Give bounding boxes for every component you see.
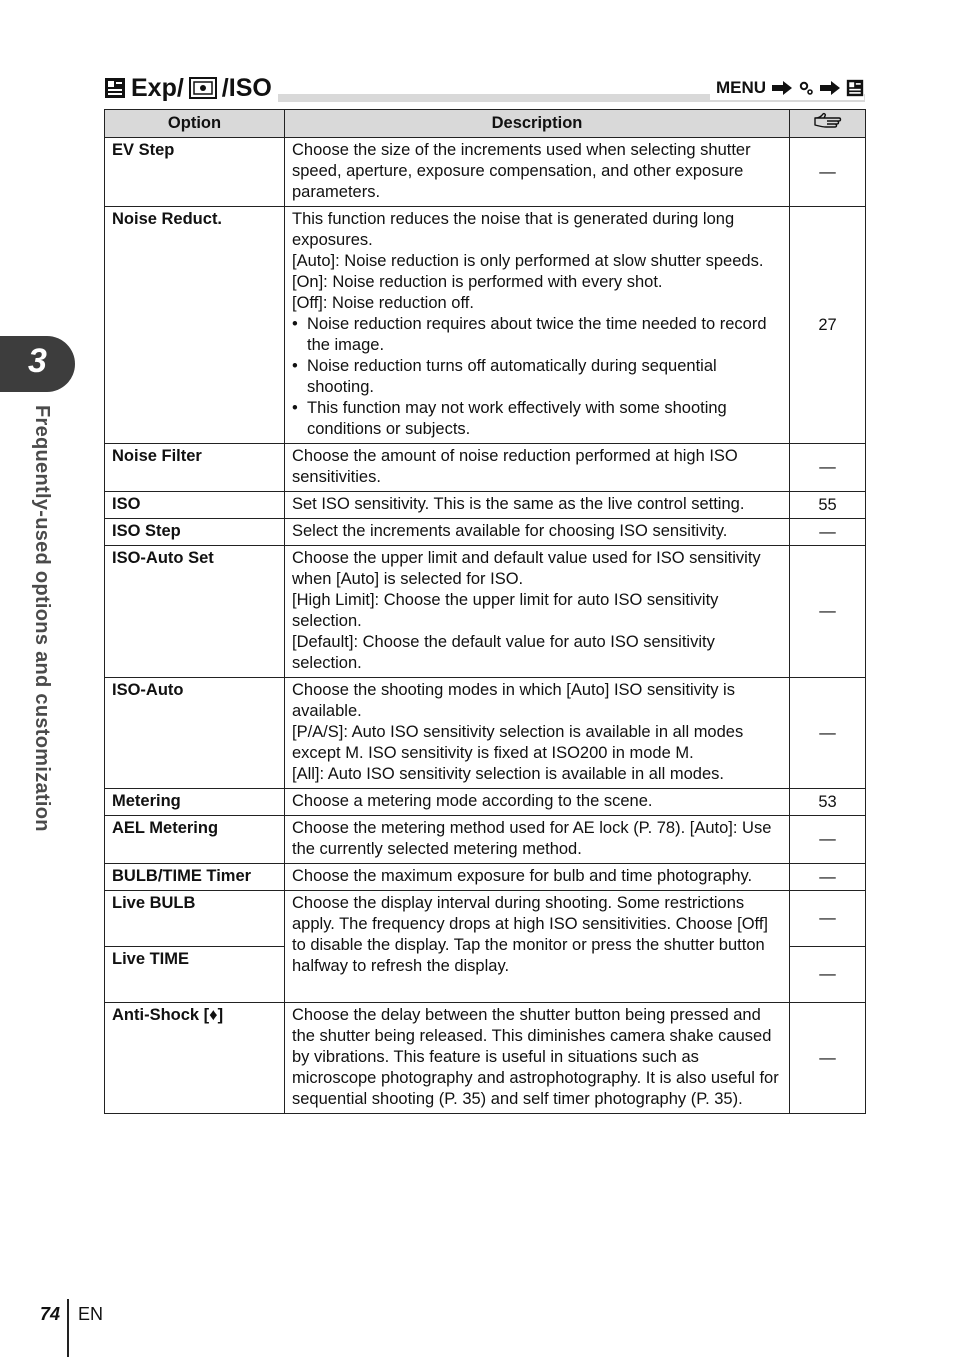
bullet-text: Noise reduction turns off automatically during sequential shooting. bbox=[307, 357, 717, 396]
description-line: Choose the amount of noise reduction performed at high ISO sensitivities. bbox=[292, 447, 738, 486]
gear-icon bbox=[798, 80, 814, 96]
option-name: BULB/TIME Timer bbox=[105, 864, 285, 891]
description-bullet bbox=[292, 314, 782, 356]
description-line: Choose the maximum exposure for bulb and time photography. bbox=[292, 867, 753, 885]
description-line: Choose the delay between the shutter button being pressed and the shutter being released. This diminishes camera shake caused by vibrations. This feature is useful in situations such as microscope photography and astrophotography. It is also useful for sequential shooting (P. 35) and self timer photography (P. 35). bbox=[292, 1006, 779, 1108]
custom-menu-icon bbox=[104, 77, 126, 99]
table-row bbox=[105, 891, 866, 947]
option-name: Metering bbox=[105, 789, 285, 816]
menu-path bbox=[710, 76, 864, 100]
option-name: ISO bbox=[105, 492, 285, 519]
arrow-right-icon bbox=[771, 80, 793, 96]
options-table bbox=[104, 109, 866, 1114]
footer-divider bbox=[67, 1299, 69, 1357]
chapter-title: Frequently-used options and customization bbox=[31, 405, 53, 832]
option-name: Live TIME bbox=[105, 947, 285, 1003]
page-reference: — bbox=[790, 816, 866, 864]
title-exp: Exp/ bbox=[131, 73, 184, 102]
description-line: This function reduces the noise that is generated during long exposures. bbox=[292, 210, 735, 249]
table-row bbox=[105, 678, 866, 789]
page-reference: 55 bbox=[790, 492, 866, 519]
option-name: EV Step bbox=[105, 138, 285, 207]
description-line: Choose the shooting modes in which [Auto] ISO sensitivity is available. bbox=[292, 681, 735, 720]
page-reference: 53 bbox=[790, 789, 866, 816]
description-line: Set ISO sensitivity. This is the same as the live control setting. bbox=[292, 495, 745, 513]
table-row bbox=[105, 789, 866, 816]
bullet-icon: • bbox=[292, 399, 298, 417]
option-description bbox=[285, 864, 790, 891]
table-row bbox=[105, 492, 866, 519]
menu-label: MENU bbox=[715, 78, 766, 97]
option-name: ISO Step bbox=[105, 519, 285, 546]
option-description bbox=[285, 207, 790, 444]
page-number: 74 bbox=[40, 1303, 61, 1324]
page-reference: — bbox=[790, 864, 866, 891]
option-description bbox=[285, 678, 790, 789]
option-name: Live BULB bbox=[105, 891, 285, 947]
language-code: EN bbox=[78, 1303, 104, 1324]
bullet-text: This function may not work effectively with some shooting conditions or subjects. bbox=[307, 399, 727, 438]
column-header-option: Option bbox=[105, 110, 285, 138]
page-footer bbox=[40, 1299, 103, 1329]
description-line: [All]: Auto ISO sensitivity selection is available in all modes. bbox=[292, 765, 724, 783]
option-name: Noise Filter bbox=[105, 444, 285, 492]
description-line: [On]: Noise reduction is performed with every shot. bbox=[292, 273, 663, 291]
page-reference: — bbox=[790, 546, 866, 678]
option-name: Noise Reduct. bbox=[105, 207, 285, 444]
description-line: [High Limit]: Choose the upper limit for auto ISO sensitivity selection. bbox=[292, 591, 719, 630]
table-row bbox=[105, 519, 866, 546]
option-name: AEL Metering bbox=[105, 816, 285, 864]
description-line: Choose a metering mode according to the scene. bbox=[292, 792, 653, 810]
option-name: Anti-Shock [♦] bbox=[105, 1003, 285, 1114]
table-row bbox=[105, 444, 866, 492]
option-description bbox=[285, 138, 790, 207]
option-description bbox=[285, 1003, 790, 1114]
description-bullet bbox=[292, 356, 782, 398]
bullet-icon: • bbox=[292, 315, 298, 333]
option-name: ISO-Auto Set bbox=[105, 546, 285, 678]
option-description bbox=[285, 789, 790, 816]
page-reference: — bbox=[790, 947, 866, 1003]
bullet-text: Noise reduction requires about twice the time needed to record the image. bbox=[307, 315, 767, 354]
description-line: Select the increments available for choosing ISO sensitivity. bbox=[292, 522, 728, 540]
description-line: Choose the size of the increments used when selecting shutter speed, aperture, exposure compensation, and other exposure parameters. bbox=[292, 141, 751, 201]
description-line: Choose the upper limit and default value used for ISO sensitivity when [Auto] is selected for ISO. bbox=[292, 549, 761, 588]
description-line: [Off]: Noise reduction off. bbox=[292, 294, 474, 312]
option-description bbox=[285, 546, 790, 678]
description-bullet bbox=[292, 398, 782, 440]
option-description bbox=[285, 492, 790, 519]
table-row bbox=[105, 546, 866, 678]
table-row bbox=[105, 816, 866, 864]
option-description bbox=[285, 519, 790, 546]
chapter-tab bbox=[0, 336, 75, 392]
pointing-hand-icon bbox=[813, 112, 843, 130]
option-description bbox=[285, 891, 790, 1003]
bullet-icon: • bbox=[292, 357, 298, 375]
description-line: [P/A/S]: Auto ISO sensitivity selection is available in all modes except M. ISO sensitivity is fixed at ISO200 in mode M. bbox=[292, 723, 744, 762]
column-header-description: Description bbox=[285, 110, 790, 138]
page-reference: — bbox=[790, 1003, 866, 1114]
metering-icon bbox=[189, 77, 217, 99]
custom-menu-icon bbox=[846, 79, 864, 97]
chapter-number: 3 bbox=[28, 342, 47, 380]
table-header-row bbox=[105, 110, 866, 138]
page-reference: 27 bbox=[790, 207, 866, 444]
option-name: ISO-Auto bbox=[105, 678, 285, 789]
chapter-side-title bbox=[24, 405, 54, 905]
description-line: [Default]: Choose the default value for auto ISO sensitivity selection. bbox=[292, 633, 715, 672]
table-row bbox=[105, 1003, 866, 1114]
title-iso: /ISO bbox=[221, 73, 272, 102]
section-title bbox=[104, 72, 278, 104]
page-reference: — bbox=[790, 891, 866, 947]
table-row bbox=[105, 138, 866, 207]
column-header-ref bbox=[790, 110, 866, 138]
page-reference: — bbox=[790, 519, 866, 546]
table-row bbox=[105, 864, 866, 891]
description-line: Choose the display interval during shooting. Some restrictions apply. The frequency drops at high ISO sensitivities. Choose [Off] to disable the display. Tap the monitor or press the shutter button halfway to refresh the display. bbox=[292, 894, 769, 975]
page-reference: — bbox=[790, 678, 866, 789]
description-line: [Auto]: Noise reduction is only performed at slow shutter speeds. bbox=[292, 252, 764, 270]
description-line: Choose the metering method used for AE lock (P. 78). [Auto]: Use the currently selected metering method. bbox=[292, 819, 772, 858]
option-description bbox=[285, 444, 790, 492]
page-reference: — bbox=[790, 138, 866, 207]
page-reference: — bbox=[790, 444, 866, 492]
table-row bbox=[105, 207, 866, 444]
option-description bbox=[285, 816, 790, 864]
arrow-right-icon bbox=[819, 80, 841, 96]
